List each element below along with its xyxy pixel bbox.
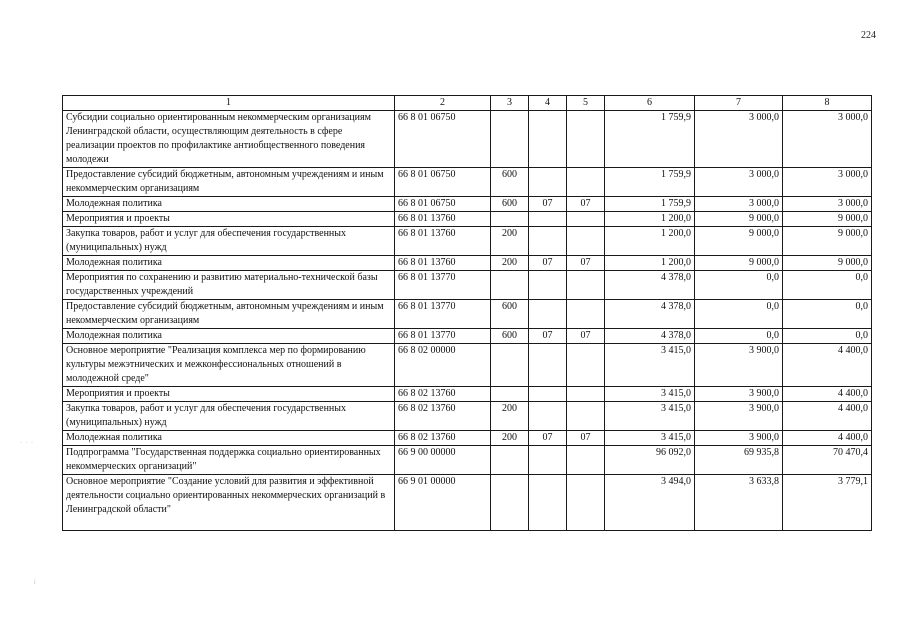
- row-section-cell: 07: [529, 431, 567, 446]
- table-row: [63, 329, 872, 344]
- row-section-cell: [529, 387, 567, 402]
- row-section-cell: [529, 227, 567, 256]
- row-value-col6: 1 759,9: [605, 111, 695, 168]
- table-row: [63, 168, 872, 197]
- row-code-cell: 66 8 01 13760: [395, 256, 491, 271]
- row-value-col8: 4 400,0: [783, 402, 872, 431]
- column-header: 6: [605, 96, 695, 111]
- row-expense-type-cell: [491, 387, 529, 402]
- row-name-cell: Мероприятия и проекты: [63, 212, 395, 227]
- row-value-col7: 69 935,8: [695, 446, 783, 475]
- row-subsection-cell: [567, 402, 605, 431]
- row-expense-type-cell: [491, 475, 529, 531]
- row-value-col6: 3 415,0: [605, 344, 695, 387]
- table-row: [63, 300, 872, 329]
- row-subsection-cell: [567, 227, 605, 256]
- row-value-col7: 9 000,0: [695, 256, 783, 271]
- row-expense-type-cell: 200: [491, 431, 529, 446]
- column-header: 3: [491, 96, 529, 111]
- row-code-cell: 66 8 01 13770: [395, 300, 491, 329]
- row-value-col6: 1 759,9: [605, 197, 695, 212]
- row-name-cell: Предоставление субсидий бюджетным, автономным учреждениям и иным некоммерческим организациям: [63, 300, 395, 329]
- column-header: 5: [567, 96, 605, 111]
- table-row: [63, 197, 872, 212]
- table-row: [63, 475, 872, 531]
- row-value-col6: 1 200,0: [605, 212, 695, 227]
- table-row: [63, 344, 872, 387]
- row-value-col7: 3 000,0: [695, 111, 783, 168]
- row-section-cell: [529, 271, 567, 300]
- row-section-cell: 07: [529, 197, 567, 212]
- row-expense-type-cell: 600: [491, 329, 529, 344]
- row-subsection-cell: [567, 387, 605, 402]
- row-section-cell: [529, 168, 567, 197]
- row-subsection-cell: [567, 271, 605, 300]
- row-expense-type-cell: [491, 271, 529, 300]
- row-value-col6: 3 415,0: [605, 431, 695, 446]
- table-row: [63, 227, 872, 256]
- row-subsection-cell: 07: [567, 256, 605, 271]
- table-row: [63, 212, 872, 227]
- row-value-col6: 1 759,9: [605, 168, 695, 197]
- row-expense-type-cell: 600: [491, 168, 529, 197]
- row-code-cell: 66 8 01 06750: [395, 168, 491, 197]
- row-code-cell: 66 8 02 00000: [395, 344, 491, 387]
- row-value-col8: 0,0: [783, 300, 872, 329]
- row-code-cell: 66 8 01 06750: [395, 111, 491, 168]
- row-section-cell: [529, 446, 567, 475]
- row-subsection-cell: [567, 168, 605, 197]
- row-value-col7: 3 900,0: [695, 387, 783, 402]
- row-value-col6: 3 494,0: [605, 475, 695, 531]
- row-value-col8: 3 000,0: [783, 197, 872, 212]
- row-name-cell: Молодежная политика: [63, 329, 395, 344]
- table-row: [63, 431, 872, 446]
- row-expense-type-cell: [491, 111, 529, 168]
- row-value-col7: 9 000,0: [695, 227, 783, 256]
- row-code-cell: 66 8 01 06750: [395, 197, 491, 212]
- row-value-col6: 96 092,0: [605, 446, 695, 475]
- row-value-col7: 3 000,0: [695, 197, 783, 212]
- header-row: [63, 96, 872, 111]
- row-value-col7: 9 000,0: [695, 212, 783, 227]
- table-row: [63, 271, 872, 300]
- row-value-col7: 3 900,0: [695, 431, 783, 446]
- row-name-cell: Закупка товаров, работ и услуг для обеспечения государственных (муниципальных) нужд: [63, 402, 395, 431]
- row-code-cell: 66 8 01 13770: [395, 329, 491, 344]
- row-value-col7: 0,0: [695, 300, 783, 329]
- row-section-cell: [529, 475, 567, 531]
- row-name-cell: Молодежная политика: [63, 197, 395, 212]
- row-code-cell: 66 8 01 13770: [395, 271, 491, 300]
- row-value-col8: 0,0: [783, 271, 872, 300]
- row-subsection-cell: [567, 475, 605, 531]
- row-value-col7: 3 900,0: [695, 344, 783, 387]
- row-value-col8: 9 000,0: [783, 256, 872, 271]
- column-header: 7: [695, 96, 783, 111]
- table-row: [63, 111, 872, 168]
- table-row: [63, 402, 872, 431]
- row-subsection-cell: [567, 344, 605, 387]
- row-code-cell: 66 9 00 00000: [395, 446, 491, 475]
- row-value-col7: 3 900,0: [695, 402, 783, 431]
- row-value-col6: 4 378,0: [605, 271, 695, 300]
- row-section-cell: [529, 111, 567, 168]
- row-code-cell: 66 9 01 00000: [395, 475, 491, 531]
- row-section-cell: [529, 344, 567, 387]
- row-name-cell: Мероприятия по сохранению и развитию материально-технической базы государственных учреждений: [63, 271, 395, 300]
- row-name-cell: Субсидии социально ориентированным некоммерческим организациям Ленинградской области, осуществляющим деятельность в сфере реализации проектов по профилактике антиобщественного поведения молодежи: [63, 111, 395, 168]
- row-name-cell: Подпрограмма "Государственная поддержка социально ориентированных некоммерческих организаций": [63, 446, 395, 475]
- row-section-cell: [529, 300, 567, 329]
- row-expense-type-cell: [491, 344, 529, 387]
- row-name-cell: Закупка товаров, работ и услуг для обеспечения государственных (муниципальных) нужд: [63, 227, 395, 256]
- table-row: [63, 387, 872, 402]
- table-row: [63, 256, 872, 271]
- table-row: [63, 446, 872, 475]
- row-value-col7: 0,0: [695, 271, 783, 300]
- row-expense-type-cell: 200: [491, 402, 529, 431]
- row-expense-type-cell: [491, 446, 529, 475]
- row-value-col6: 3 415,0: [605, 402, 695, 431]
- margin-scan-mark: ⁞: [34, 580, 37, 586]
- row-name-cell: Основное мероприятие "Создание условий для развития и эффективной деятельности социально ориентированных некоммерческих организаций в Ленинградской области": [63, 475, 395, 531]
- row-expense-type-cell: 200: [491, 256, 529, 271]
- row-section-cell: [529, 212, 567, 227]
- row-expense-type-cell: 600: [491, 197, 529, 212]
- row-value-col8: 3 000,0: [783, 168, 872, 197]
- row-subsection-cell: 07: [567, 329, 605, 344]
- row-subsection-cell: [567, 111, 605, 168]
- row-section-cell: [529, 402, 567, 431]
- row-expense-type-cell: 600: [491, 300, 529, 329]
- column-header: 8: [783, 96, 872, 111]
- row-value-col8: 3 000,0: [783, 111, 872, 168]
- row-expense-type-cell: [491, 212, 529, 227]
- row-name-cell: Основное мероприятие "Реализация комплекса мер по формированию культуры межэтнических и межконфессиональных отношений в молодежной среде": [63, 344, 395, 387]
- row-code-cell: 66 8 02 13760: [395, 387, 491, 402]
- row-value-col6: 4 378,0: [605, 329, 695, 344]
- row-value-col6: 1 200,0: [605, 227, 695, 256]
- page-number: 224: [861, 30, 876, 41]
- row-code-cell: 66 8 02 13760: [395, 402, 491, 431]
- row-code-cell: 66 8 01 13760: [395, 212, 491, 227]
- row-value-col7: 3 633,8: [695, 475, 783, 531]
- row-name-cell: Молодежная политика: [63, 431, 395, 446]
- row-value-col8: 3 779,1: [783, 475, 872, 531]
- row-value-col7: 0,0: [695, 329, 783, 344]
- row-code-cell: 66 8 02 13760: [395, 431, 491, 446]
- row-value-col7: 3 000,0: [695, 168, 783, 197]
- row-value-col8: 70 470,4: [783, 446, 872, 475]
- column-header: 4: [529, 96, 567, 111]
- column-header: 1: [63, 96, 395, 111]
- row-subsection-cell: [567, 446, 605, 475]
- row-name-cell: Мероприятия и проекты: [63, 387, 395, 402]
- row-subsection-cell: [567, 212, 605, 227]
- column-header: 2: [395, 96, 491, 111]
- row-section-cell: 07: [529, 256, 567, 271]
- row-value-col8: 4 400,0: [783, 387, 872, 402]
- row-name-cell: Молодежная политика: [63, 256, 395, 271]
- row-name-cell: Предоставление субсидий бюджетным, автономным учреждениям и иным некоммерческим организациям: [63, 168, 395, 197]
- row-value-col8: 4 400,0: [783, 431, 872, 446]
- row-subsection-cell: [567, 300, 605, 329]
- row-subsection-cell: 07: [567, 197, 605, 212]
- row-expense-type-cell: 200: [491, 227, 529, 256]
- margin-scan-mark: · · ·: [20, 440, 34, 446]
- row-value-col6: 4 378,0: [605, 300, 695, 329]
- row-value-col8: 9 000,0: [783, 227, 872, 256]
- budget-table: [62, 95, 872, 531]
- row-subsection-cell: 07: [567, 431, 605, 446]
- row-value-col8: 9 000,0: [783, 212, 872, 227]
- row-section-cell: 07: [529, 329, 567, 344]
- row-value-col6: 3 415,0: [605, 387, 695, 402]
- row-value-col8: 4 400,0: [783, 344, 872, 387]
- row-code-cell: 66 8 01 13760: [395, 227, 491, 256]
- row-value-col8: 0,0: [783, 329, 872, 344]
- row-value-col6: 1 200,0: [605, 256, 695, 271]
